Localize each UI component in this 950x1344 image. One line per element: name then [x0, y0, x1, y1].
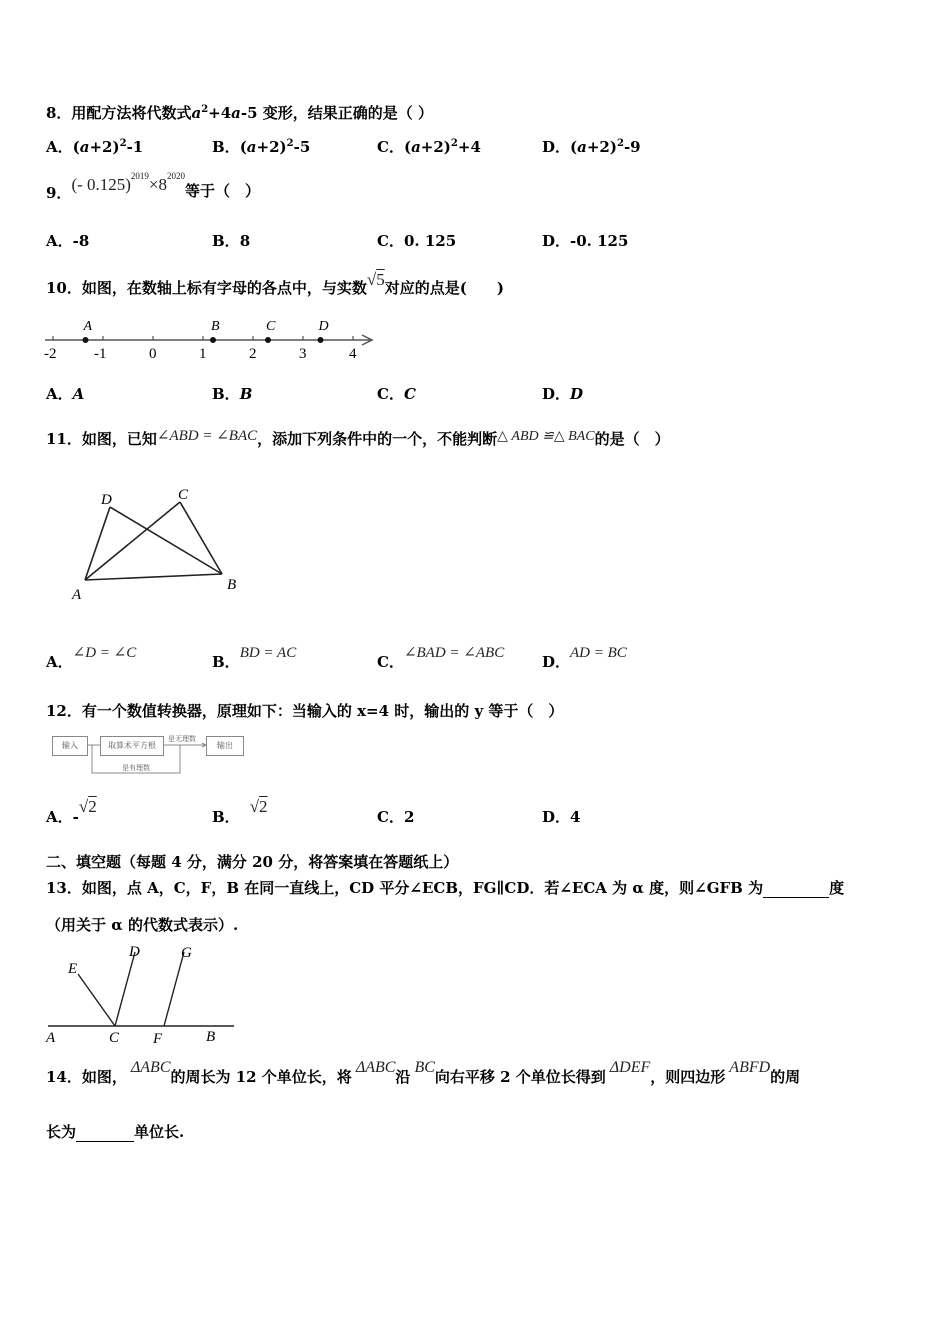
- q12-stem: [46, 700, 563, 721]
- q11-mid: ，添加下列条件中的一个，不能判断: [257, 430, 498, 448]
- number-line-tick-label: 4: [349, 346, 357, 362]
- q10-option-a[interactable]: A．A: [46, 385, 85, 403]
- q13-ray-cd: [115, 952, 135, 1026]
- q9-option-b[interactable]: B．8: [212, 232, 251, 250]
- flow-output-box: 输出: [206, 736, 244, 756]
- q13-figure: [40, 940, 240, 1050]
- q8-option-b[interactable]: B．$(a+2)^2-5$: [212, 138, 311, 156]
- q13-answer-blank[interactable]: [763, 881, 829, 898]
- q13-label-g: G: [181, 945, 192, 961]
- q12-option-d[interactable]: D．4: [542, 808, 581, 826]
- q12-stem-text: 12．有一个数值转换器，原理如下：当输入的 x=4 时，输出的 y 等于（ ）: [46, 702, 564, 720]
- flow-label-rational: 是有理数: [122, 764, 150, 772]
- q8-option-d[interactable]: D．$(a+2)^2-9$: [542, 138, 641, 156]
- q12-option-a[interactable]: A．-√2: [46, 797, 97, 826]
- q11-label-b: B: [227, 577, 237, 593]
- q9-tail: 等于（ ）: [185, 182, 261, 200]
- q11-stem-text: 11．如图，已知: [46, 430, 157, 448]
- q8-tail: -5 变形，结果正确的是（ ）: [240, 104, 434, 122]
- q12-option-b[interactable]: B．√2: [212, 797, 268, 826]
- number-line-point-label: D: [318, 319, 329, 334]
- q14-num: 14．如图，: [46, 1068, 127, 1086]
- section2-heading: 二、填空题（每题 4 分，满分 20 分，将答案填在答题纸上）: [46, 853, 459, 871]
- q13-ray-ce: [78, 974, 115, 1026]
- number-line-tick-label: 2: [249, 346, 257, 362]
- number-line-tick-label: 3: [299, 346, 307, 362]
- q11-option-b[interactable]: B．BD = AC: [212, 645, 297, 671]
- q13-stem-text: 13．如图，点 A，C，F，B 在同一直线上，CD 平分∠ECB，FG∥CD．若∠ECA 为 α 度，则∠GFB 为: [46, 879, 764, 897]
- q9-option-c[interactable]: C．0. 125: [377, 232, 457, 250]
- q11-label-c: C: [178, 487, 189, 503]
- q11-triangle-figure: [60, 480, 260, 610]
- q8-var-a: a: [191, 104, 202, 122]
- q14-triangle-def: ΔDEF: [609, 1059, 651, 1076]
- number-line-point-c: [265, 337, 271, 343]
- q14-line2: 长为 单位长.: [46, 1123, 185, 1141]
- q10-option-b[interactable]: B．B: [212, 385, 253, 403]
- q10-option-c[interactable]: C．C: [377, 385, 416, 403]
- q13-unit: 度: [829, 879, 845, 897]
- q9-stem: [46, 171, 261, 202]
- number-line-point-label: C: [266, 319, 276, 334]
- q8-option-c[interactable]: C．$(a+2)^2+4$: [377, 138, 481, 156]
- flow-input-box: 输入: [52, 736, 88, 756]
- q13-line2: （用关于 α 的代数式表示）.: [46, 916, 239, 934]
- q9-option-a[interactable]: A．-8: [46, 232, 90, 250]
- q12-option-c[interactable]: C．2: [377, 808, 415, 826]
- number-line-point-label: B: [211, 319, 220, 334]
- q8-mid: +4: [208, 104, 232, 122]
- q8-sup: 2: [201, 104, 209, 115]
- q11-tail: 的是（ ）: [594, 430, 670, 448]
- q11-stem: [46, 428, 670, 449]
- number-line-point-label: A: [83, 319, 93, 334]
- q9-expression: (- $0.125)^{2019}\times 8^{2020}$: [71, 171, 186, 194]
- q14-triangle-abc: ΔABC: [130, 1059, 171, 1076]
- q13-label-b: B: [206, 1029, 216, 1045]
- q11-option-c[interactable]: C．∠BAD = ∠ABC: [377, 645, 505, 671]
- number-line-tick-label: -1: [94, 346, 107, 362]
- flow-process-box: 取算术平方根: [100, 736, 164, 756]
- q13-label-c: C: [109, 1030, 120, 1046]
- q14-stem: 14．如图，ΔABC的周长为 12 个单位长，将ΔABC沿BC向右平移 2 个单位长得到ΔDEF，则四边形ABFD的周: [46, 1059, 801, 1086]
- q14-answer-blank[interactable]: [76, 1125, 134, 1142]
- q14-triangle-abc-2: ΔABC: [355, 1059, 396, 1076]
- q11-label-d: D: [101, 492, 112, 508]
- number-line-point-a: [83, 337, 89, 343]
- q11-given: ∠ABD = ∠BAC: [156, 428, 258, 444]
- q8-var-a2: a: [231, 104, 241, 122]
- q14-segment-bc: BC: [414, 1059, 435, 1076]
- q11-congruence: △ ABD ≌△ BAC: [497, 429, 595, 444]
- q13-stem: [46, 877, 844, 898]
- flow-label-irrational: 是无理数: [168, 735, 196, 743]
- q14-quad-abfd: ABFD: [729, 1059, 771, 1076]
- q10-sqrt: √5: [366, 270, 385, 289]
- q10-stem-text: 10．如图，在数轴上标有字母的各点中，与实数: [46, 279, 367, 297]
- q11-segment-ab: [85, 574, 222, 580]
- q9-option-d[interactable]: D．-0. 125: [542, 232, 629, 250]
- q12-flowchart: [50, 733, 250, 778]
- q8-stem: [46, 102, 433, 123]
- q8-option-a[interactable]: A．$(a+2)^2-1$: [46, 138, 144, 156]
- number-line-point-d: [318, 337, 324, 343]
- q13-label-d: D: [129, 944, 140, 960]
- q11-label-a: A: [72, 587, 82, 603]
- q10-stem: [46, 270, 504, 298]
- number-line-figure: [40, 312, 380, 364]
- number-line-tick-label: 0: [149, 346, 157, 362]
- number-line-tick-label: 1: [199, 346, 207, 362]
- q13-ray-fg: [164, 952, 184, 1026]
- q11-segment-cb: [180, 502, 222, 574]
- q9-num: 9．: [46, 184, 72, 202]
- q11-option-d[interactable]: D．AD = BC: [542, 645, 627, 671]
- q10-tail: 对应的点是( ): [384, 279, 504, 297]
- number-line-point-b: [210, 337, 216, 343]
- q11-option-a[interactable]: A．∠D = ∠C: [46, 645, 137, 671]
- q11-segment-db: [110, 507, 222, 574]
- number-line-tick-label: -2: [44, 346, 57, 362]
- q8-stem-text: 8．用配方法将代数式: [46, 104, 192, 122]
- q13-label-f: F: [153, 1031, 163, 1047]
- flow-arrows: [50, 733, 250, 778]
- q10-option-d[interactable]: D．D: [542, 385, 584, 403]
- q13-label-e: E: [68, 961, 78, 977]
- q13-label-a: A: [46, 1030, 56, 1046]
